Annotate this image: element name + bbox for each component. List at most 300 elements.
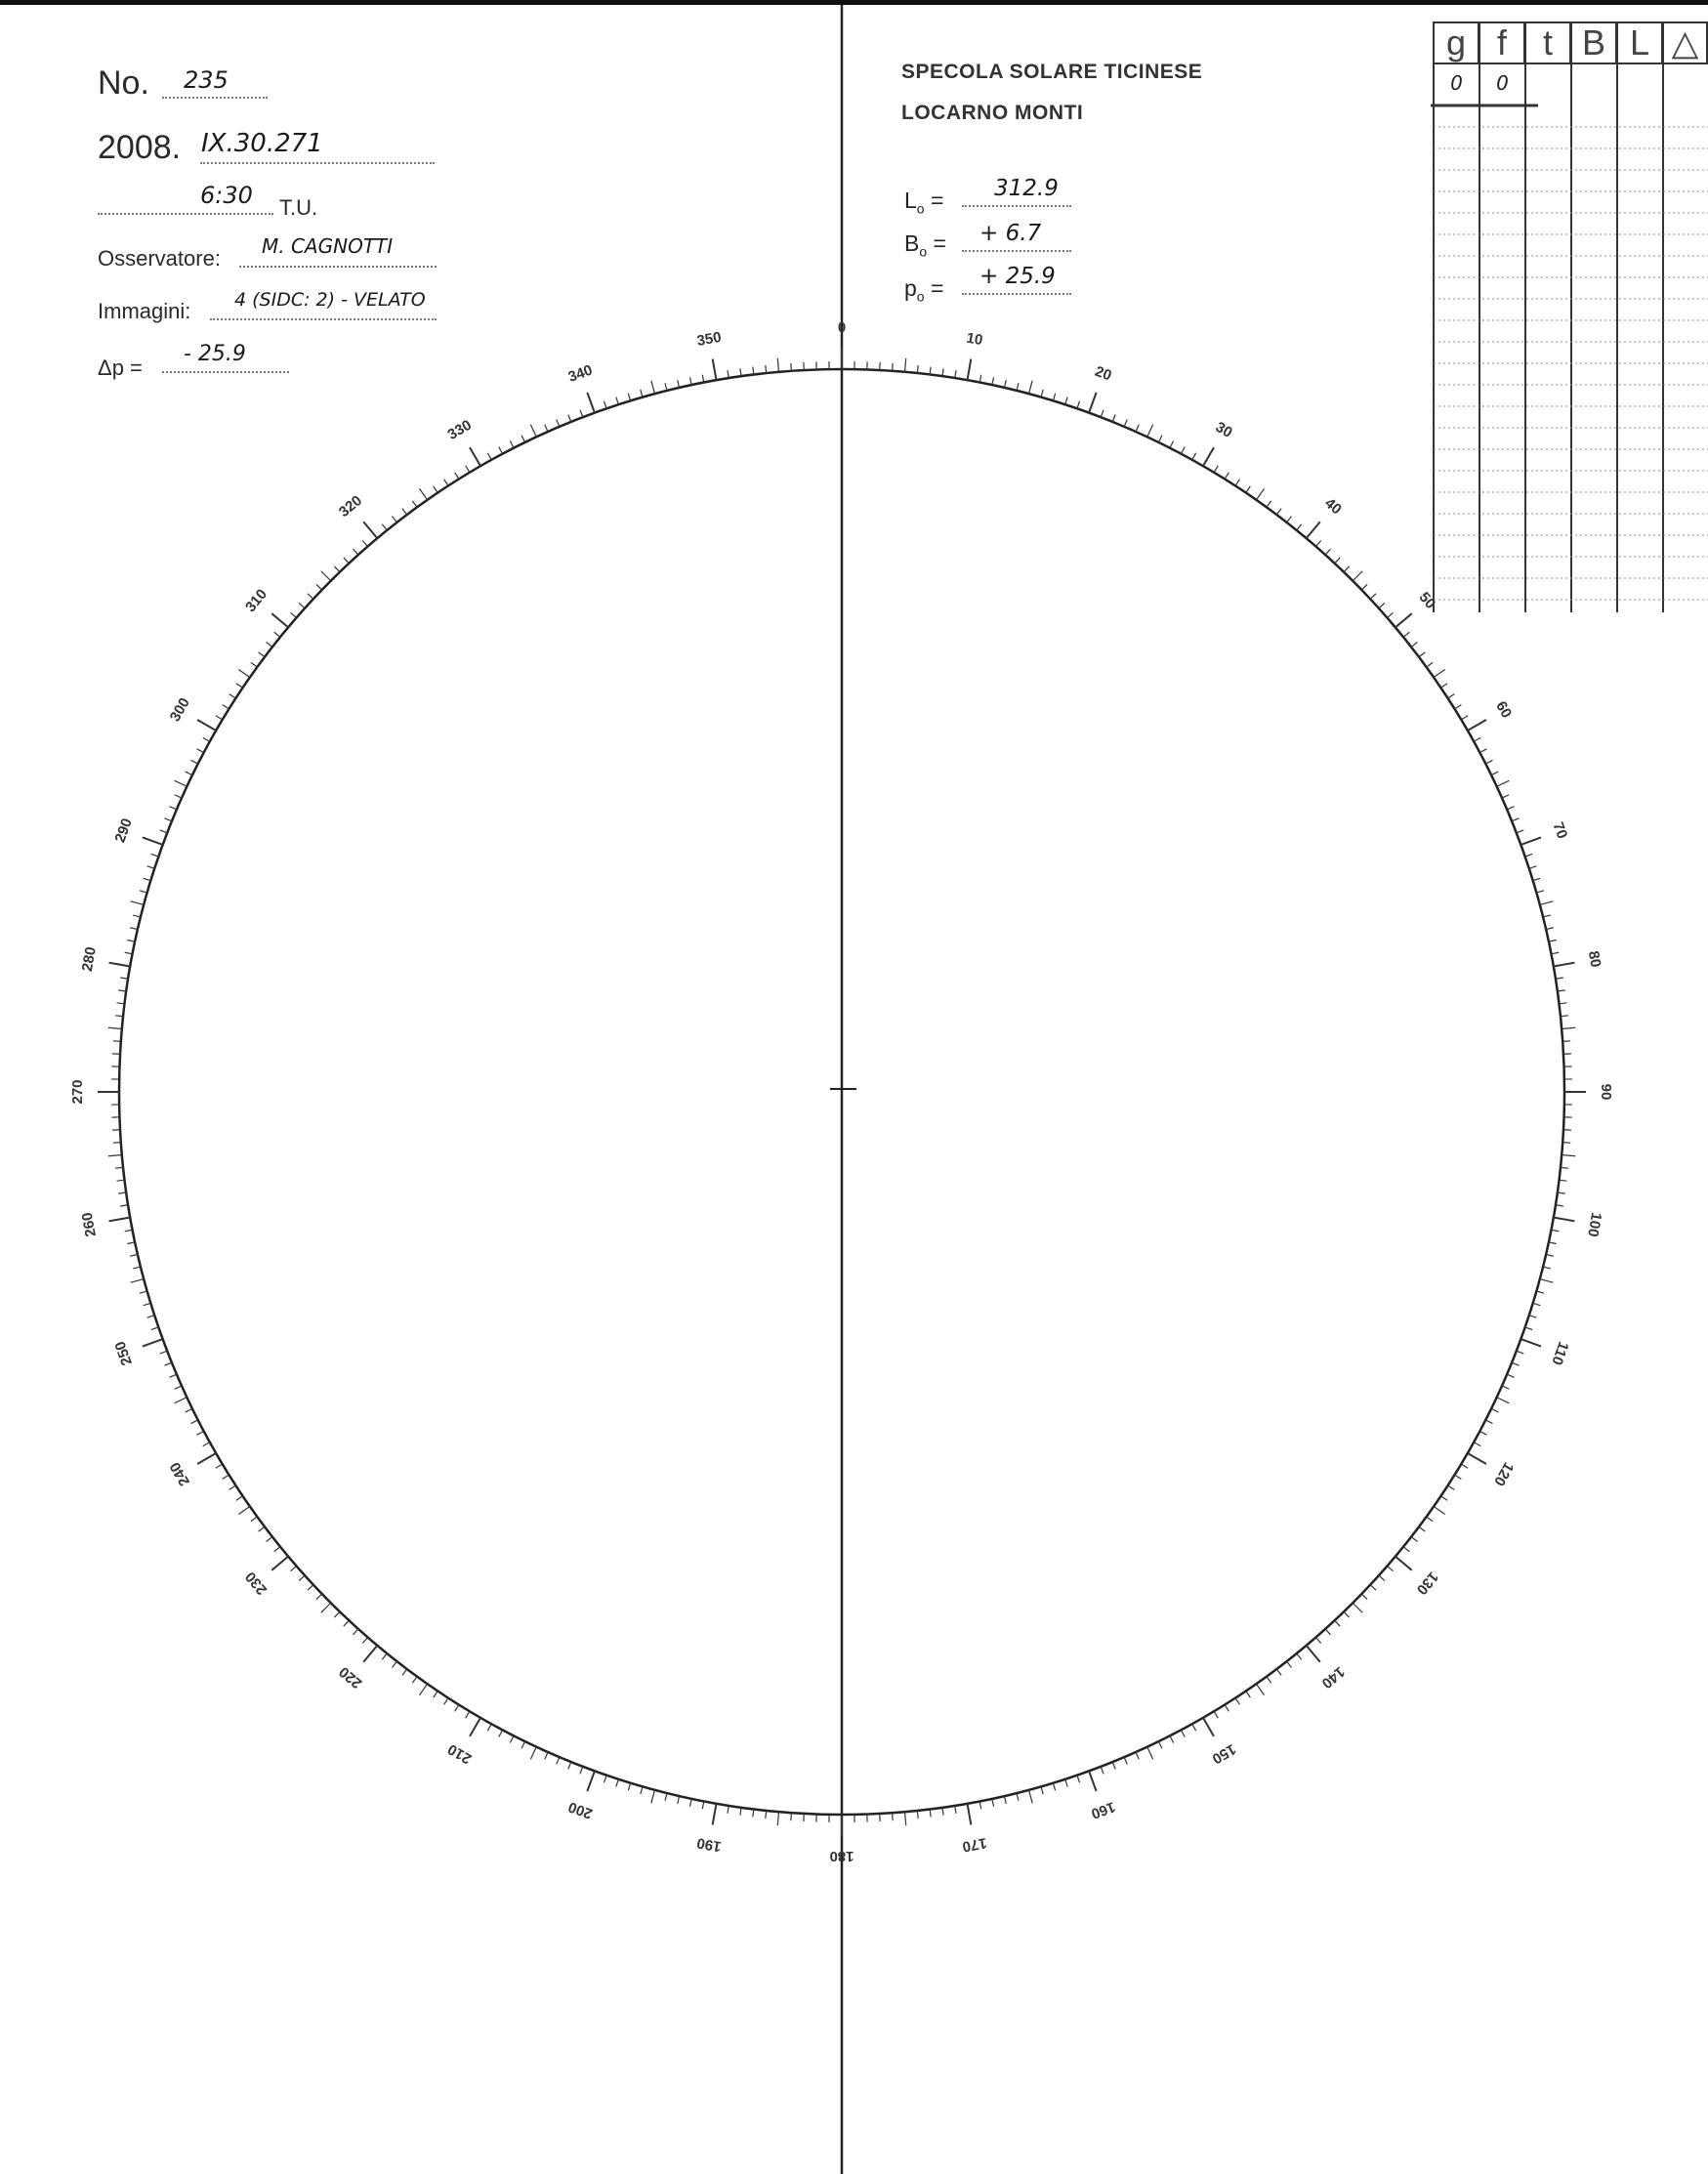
observer-value[interactable]: M. CAGNOTTI [262,234,394,258]
degree-label-50: 50 [1415,589,1439,612]
degree-tick [1053,394,1055,401]
degree-tick [1546,928,1554,930]
degree-tick [1225,473,1229,480]
degree-tick [1474,737,1480,741]
degree-tick [893,1813,894,1820]
degree-tick [308,1585,313,1590]
degree-tick [1440,1496,1447,1500]
degree-tick [316,584,322,590]
degree-tick [130,928,138,930]
degree-tick [1203,447,1214,466]
cell-f-1[interactable]: 0 [1496,71,1509,95]
degree-tick [1370,594,1376,599]
time-value[interactable]: 6:30 [200,182,253,209]
table-grid [1431,21,1708,612]
degree-label-200: 200 [565,1798,596,1822]
degree-tick [557,419,560,426]
degree-tick [1497,780,1510,786]
degree-tick [186,772,192,775]
degree-tick [412,501,417,507]
degree-tick [131,1279,145,1283]
degree-tick [1077,1776,1080,1783]
degree-tick [160,830,167,833]
p0-label: $p_o$ = [904,275,944,305]
degree-label-240: 240 [166,1459,193,1489]
degree-tick [1267,1677,1271,1683]
degree-tick [113,1041,121,1042]
observatory-location: LOCARNO MONTI [901,102,1084,124]
degree-tick [402,1669,407,1675]
degree-tick [308,594,313,599]
delta-p-label: Δp = [98,355,143,380]
degree-tick [992,377,994,385]
degree-tick [151,854,159,857]
degree-tick [1434,670,1444,678]
degree-tick [568,414,571,421]
L0-value[interactable]: 312.9 [994,176,1059,201]
degree-tick [1479,1431,1486,1435]
degree-tick [641,1786,643,1794]
degree-tick [1491,772,1498,775]
degree-tick [1562,1041,1570,1042]
degree-tick [109,963,131,967]
degree-label-100: 100 [1584,1211,1605,1238]
degree-tick [1551,952,1559,954]
degree-tick [1325,549,1330,555]
degree-tick [412,1677,417,1683]
degree-tick [223,1475,229,1479]
degree-tick [1559,1003,1566,1004]
degree-tick [1344,1611,1350,1617]
B0-label: $B_o$ = [904,230,946,260]
degree-tick [1004,380,1006,388]
degree-tick [1256,1684,1264,1694]
degree-tick [1529,866,1537,868]
degree-tick [678,1796,680,1804]
degree-tick [1497,1398,1510,1403]
degree-tick [1558,990,1565,991]
degree-tick [487,453,491,460]
degree-tick [1561,1167,1568,1168]
degree-tick [1533,1303,1541,1305]
degree-tick [1468,720,1486,731]
degree-tick [455,1705,459,1712]
degree-label-130: 130 [1412,1568,1442,1599]
degree-label-320: 320 [335,491,366,522]
degree-tick [1561,1016,1568,1017]
B0-value[interactable]: + 6.7 [979,221,1042,246]
number-label: No. [98,64,149,102]
degree-tick [955,1806,956,1814]
degree-tick [151,1327,159,1330]
degree-tick [143,837,163,845]
degree-tick [1387,1566,1393,1570]
p0-underline [962,293,1071,295]
degree-tick [1419,1526,1425,1531]
degree-tick [753,1809,754,1817]
degree-tick [267,642,272,647]
degree-label-160: 160 [1088,1798,1118,1822]
degree-tick [1192,1724,1196,1731]
degree-tick [259,1526,265,1531]
degree-tick [1041,390,1043,397]
degree-tick [118,1192,126,1193]
degree-tick [175,780,187,786]
degree-tick [108,1027,122,1028]
degree-tick [740,368,741,376]
degree-label-120: 120 [1490,1459,1518,1489]
observatory-name: SPECOLA SOLARE TICINESE [901,61,1203,83]
degree-tick [1361,584,1367,590]
degree-tick [1089,1771,1097,1791]
degree-tick [678,380,680,388]
number-value[interactable]: 235 [184,66,229,94]
degree-tick [930,1809,931,1817]
degree-tick [133,915,141,917]
degree-tick [321,571,331,581]
degree-tick [1427,1517,1433,1522]
degree-tick [1297,524,1302,530]
degree-tick [587,1771,595,1791]
degree-tick [1214,1711,1218,1718]
degree-tick [713,359,717,381]
degree-label-350: 350 [695,328,723,350]
degree-tick [628,394,630,401]
degree-tick [1246,486,1250,493]
degree-tick [392,1661,396,1667]
degree-tick [557,1757,560,1764]
degree-tick [521,1741,525,1748]
degree-tick [1512,818,1519,821]
degree-tick [1517,830,1523,833]
degree-tick [753,367,754,375]
degree-tick [1029,1790,1033,1804]
degree-tick [1335,558,1340,564]
degree-tick [604,401,606,409]
degree-tick [1017,383,1019,391]
images-underline [210,318,437,320]
delta-p-value[interactable]: - 25.9 [184,342,246,366]
degree-tick [1540,901,1554,905]
degree-tick [530,425,536,438]
degree-tick [1549,940,1557,941]
degree-tick [1562,1154,1575,1155]
degree-tick [616,1779,618,1787]
degree-tick [1455,705,1462,709]
degree-tick [967,359,971,381]
degree-tick [568,1762,571,1769]
degree-label-270: 270 [68,1079,86,1105]
degree-tick [382,524,387,530]
degree-tick [1192,453,1196,460]
degree-tick [1536,891,1544,893]
degree-tick [299,1575,305,1580]
degree-tick [766,365,767,373]
degree-tick [1181,447,1185,454]
degree-tick [164,1362,171,1365]
degree-label-220: 220 [335,1662,366,1693]
degree-tick [580,1767,583,1774]
degree-tick [904,1812,905,1825]
degree-tick [203,1442,210,1446]
degree-tick [893,363,894,371]
degree-tick [1267,501,1271,507]
degree-tick [740,1808,741,1816]
degree-tick [466,1711,470,1718]
degree-tick [728,1806,729,1814]
degree-tick [1101,410,1104,417]
degree-tick [363,522,377,538]
degree-tick [143,1339,163,1347]
degree-tick [1256,488,1264,499]
degree-tick [127,1242,135,1244]
degree-tick [665,1793,667,1801]
degree-tick [604,1776,606,1783]
degree-tick [904,358,905,372]
degree-tick [191,760,198,764]
degree-tick [651,1790,655,1804]
degree-tick [169,1374,176,1377]
degree-tick [777,358,778,372]
degree-label-60: 60 [1492,698,1516,722]
degree-tick [363,1646,377,1662]
delta-p-underline [162,371,289,373]
degree-tick [1396,613,1412,627]
degree-tick [1335,1620,1340,1626]
degree-tick [1455,1475,1462,1479]
degree-tick [1479,749,1486,753]
degree-tick [470,1718,480,1736]
degree-tick [955,370,956,378]
date-prefix: 2008. [98,129,182,166]
degree-tick [1353,571,1362,581]
degree-tick [1502,1386,1509,1389]
degree-tick [777,1812,778,1825]
degree-tick [1554,963,1575,967]
degree-tick [1297,1653,1302,1659]
degree-tick [1521,837,1541,845]
degree-tick [316,1594,322,1600]
degree-tick [1325,1629,1330,1635]
degree-tick [382,1653,387,1659]
degree-tick [1004,1796,1006,1804]
degree-tick [1551,1230,1559,1232]
degree-tick [1448,694,1455,698]
degree-tick [251,1517,257,1522]
degree-tick [160,1351,167,1354]
degree-tick [1276,509,1281,515]
degree-label-40: 40 [1321,494,1345,519]
degree-tick [216,1464,223,1468]
degree-tick [1525,854,1533,857]
degree-tick [1029,381,1033,395]
degree-label-180: 180 [829,1848,854,1865]
degree-label-140: 140 [1317,1662,1349,1693]
degree-tick [113,1143,121,1144]
degree-tick [334,1611,340,1617]
degree-tick [109,1217,131,1221]
degree-tick [1427,662,1433,667]
degree-tick [728,370,729,378]
degree-tick [713,1804,717,1825]
images-value[interactable]: 4 (SIDC: 2) - VELATO [234,289,426,311]
degree-tick [992,1799,994,1807]
degree-tick [1181,1730,1185,1736]
observer-label: Osservatore: [98,246,221,271]
degree-label-90: 90 [1598,1083,1615,1101]
degree-tick [545,1752,548,1759]
degree-label-230: 230 [241,1568,271,1599]
degree-tick [967,1804,971,1825]
degree-tick [487,1724,491,1731]
degree-tick [917,365,918,373]
degree-tick [147,1316,155,1317]
degree-tick [1562,1027,1575,1028]
degree-tick [334,566,340,572]
degree-tick [1112,414,1115,421]
degree-tick [1536,1291,1544,1293]
degree-label-20: 20 [1092,362,1114,385]
degree-tick [216,716,223,720]
degree-tick [1440,684,1447,688]
degree-tick [1065,397,1067,405]
degree-tick [274,632,280,637]
degree-tick [1540,1279,1554,1283]
degree-tick [1136,425,1139,432]
degree-tick [1041,1786,1043,1794]
degree-tick [238,1506,249,1514]
degree-tick [766,1811,767,1819]
degree-tick [223,705,229,709]
degree-tick [1246,1691,1250,1697]
B0-underline [962,250,1071,252]
degree-tick [402,509,407,515]
degree-tick [175,1386,182,1389]
degree-tick [434,1691,437,1697]
p0-value[interactable]: + 25.9 [979,264,1056,289]
degree-tick [1485,760,1492,764]
degree-tick [702,375,704,383]
header-t: t [1524,21,1571,64]
degree-tick [1147,425,1153,438]
degree-tick [175,1398,187,1403]
degree-tick [1158,1741,1162,1748]
degree-tick [147,866,155,868]
degree-tick [353,1629,357,1635]
degree-tick [1507,1374,1514,1377]
degree-tick [1554,1217,1575,1221]
degree-tick [1474,1442,1480,1446]
degree-tick [238,670,249,678]
degree-tick [689,377,691,385]
degree-tick [1485,1420,1492,1424]
degree-tick [499,447,503,454]
degree-label-310: 310 [241,585,271,616]
degree-tick [1017,1793,1019,1801]
degree-tick [1053,1783,1055,1791]
degree-tick [1434,1506,1444,1514]
degree-tick [392,517,396,523]
degree-tick [353,549,357,555]
degree-label-150: 150 [1209,1740,1239,1768]
degree-tick [499,1730,503,1736]
number-underline [162,97,268,99]
degree-tick [271,1557,288,1570]
degree-tick [1112,1762,1115,1769]
degree-tick [455,473,459,480]
degree-tick [930,367,931,375]
degree-tick [186,1408,192,1412]
degree-tick [470,447,480,466]
degree-tick [1558,1192,1565,1193]
L0-label: $L_o$ = [904,188,944,217]
degree-tick [1521,1339,1541,1347]
degree-tick [344,1620,349,1626]
degree-tick [1379,603,1385,607]
degree-tick [1546,1254,1554,1256]
degree-tick [197,720,216,731]
degree-label-330: 330 [444,416,475,443]
degree-tick [979,375,981,383]
degree-tick [1170,441,1174,448]
degree-tick [616,397,618,405]
degree-tick [510,441,514,448]
degree-tick [140,891,147,893]
degree-tick [133,1267,141,1269]
degree-tick [979,1801,981,1809]
degree-label-260: 260 [78,1211,100,1238]
degree-label-10: 10 [965,329,984,350]
degree-tick [259,652,265,657]
degree-tick [530,1747,536,1760]
degree-tick [1315,1637,1320,1643]
degree-tick [1147,1747,1153,1760]
date-value[interactable]: IX.30.271 [201,129,323,158]
degree-label-80: 80 [1584,949,1604,969]
images-label: Immagini: [98,299,191,323]
degree-tick [144,1303,151,1305]
degree-tick [1158,436,1162,442]
degree-label-300: 300 [166,694,193,725]
degree-tick [1353,1603,1362,1612]
degree-tick [117,1180,125,1181]
degree-tick [1403,632,1409,637]
degree-tick [942,1808,943,1816]
header-B: B [1570,21,1617,64]
degree-tick [130,1254,138,1256]
degree-tick [1419,652,1425,657]
degree-tick [1403,1547,1409,1552]
degree-tick [665,383,667,391]
degree-tick [1533,878,1541,880]
degree-tick [1543,915,1551,917]
degree-tick [197,749,204,753]
cell-g-1[interactable]: 0 [1450,71,1463,95]
degree-label-30: 30 [1212,418,1235,441]
degree-tick [108,1154,122,1155]
degree-tick [1307,522,1320,538]
degree-tick [1512,1362,1519,1365]
degree-tick [420,488,428,499]
degree-tick [791,1813,792,1820]
degree-tick [1562,1143,1570,1144]
degree-tick [1370,1585,1376,1590]
degree-tick [1287,1661,1292,1667]
degree-tick [1287,517,1292,523]
degree-tick [115,1016,123,1017]
degree-tick [1411,1537,1417,1542]
header-g: g [1433,21,1479,64]
